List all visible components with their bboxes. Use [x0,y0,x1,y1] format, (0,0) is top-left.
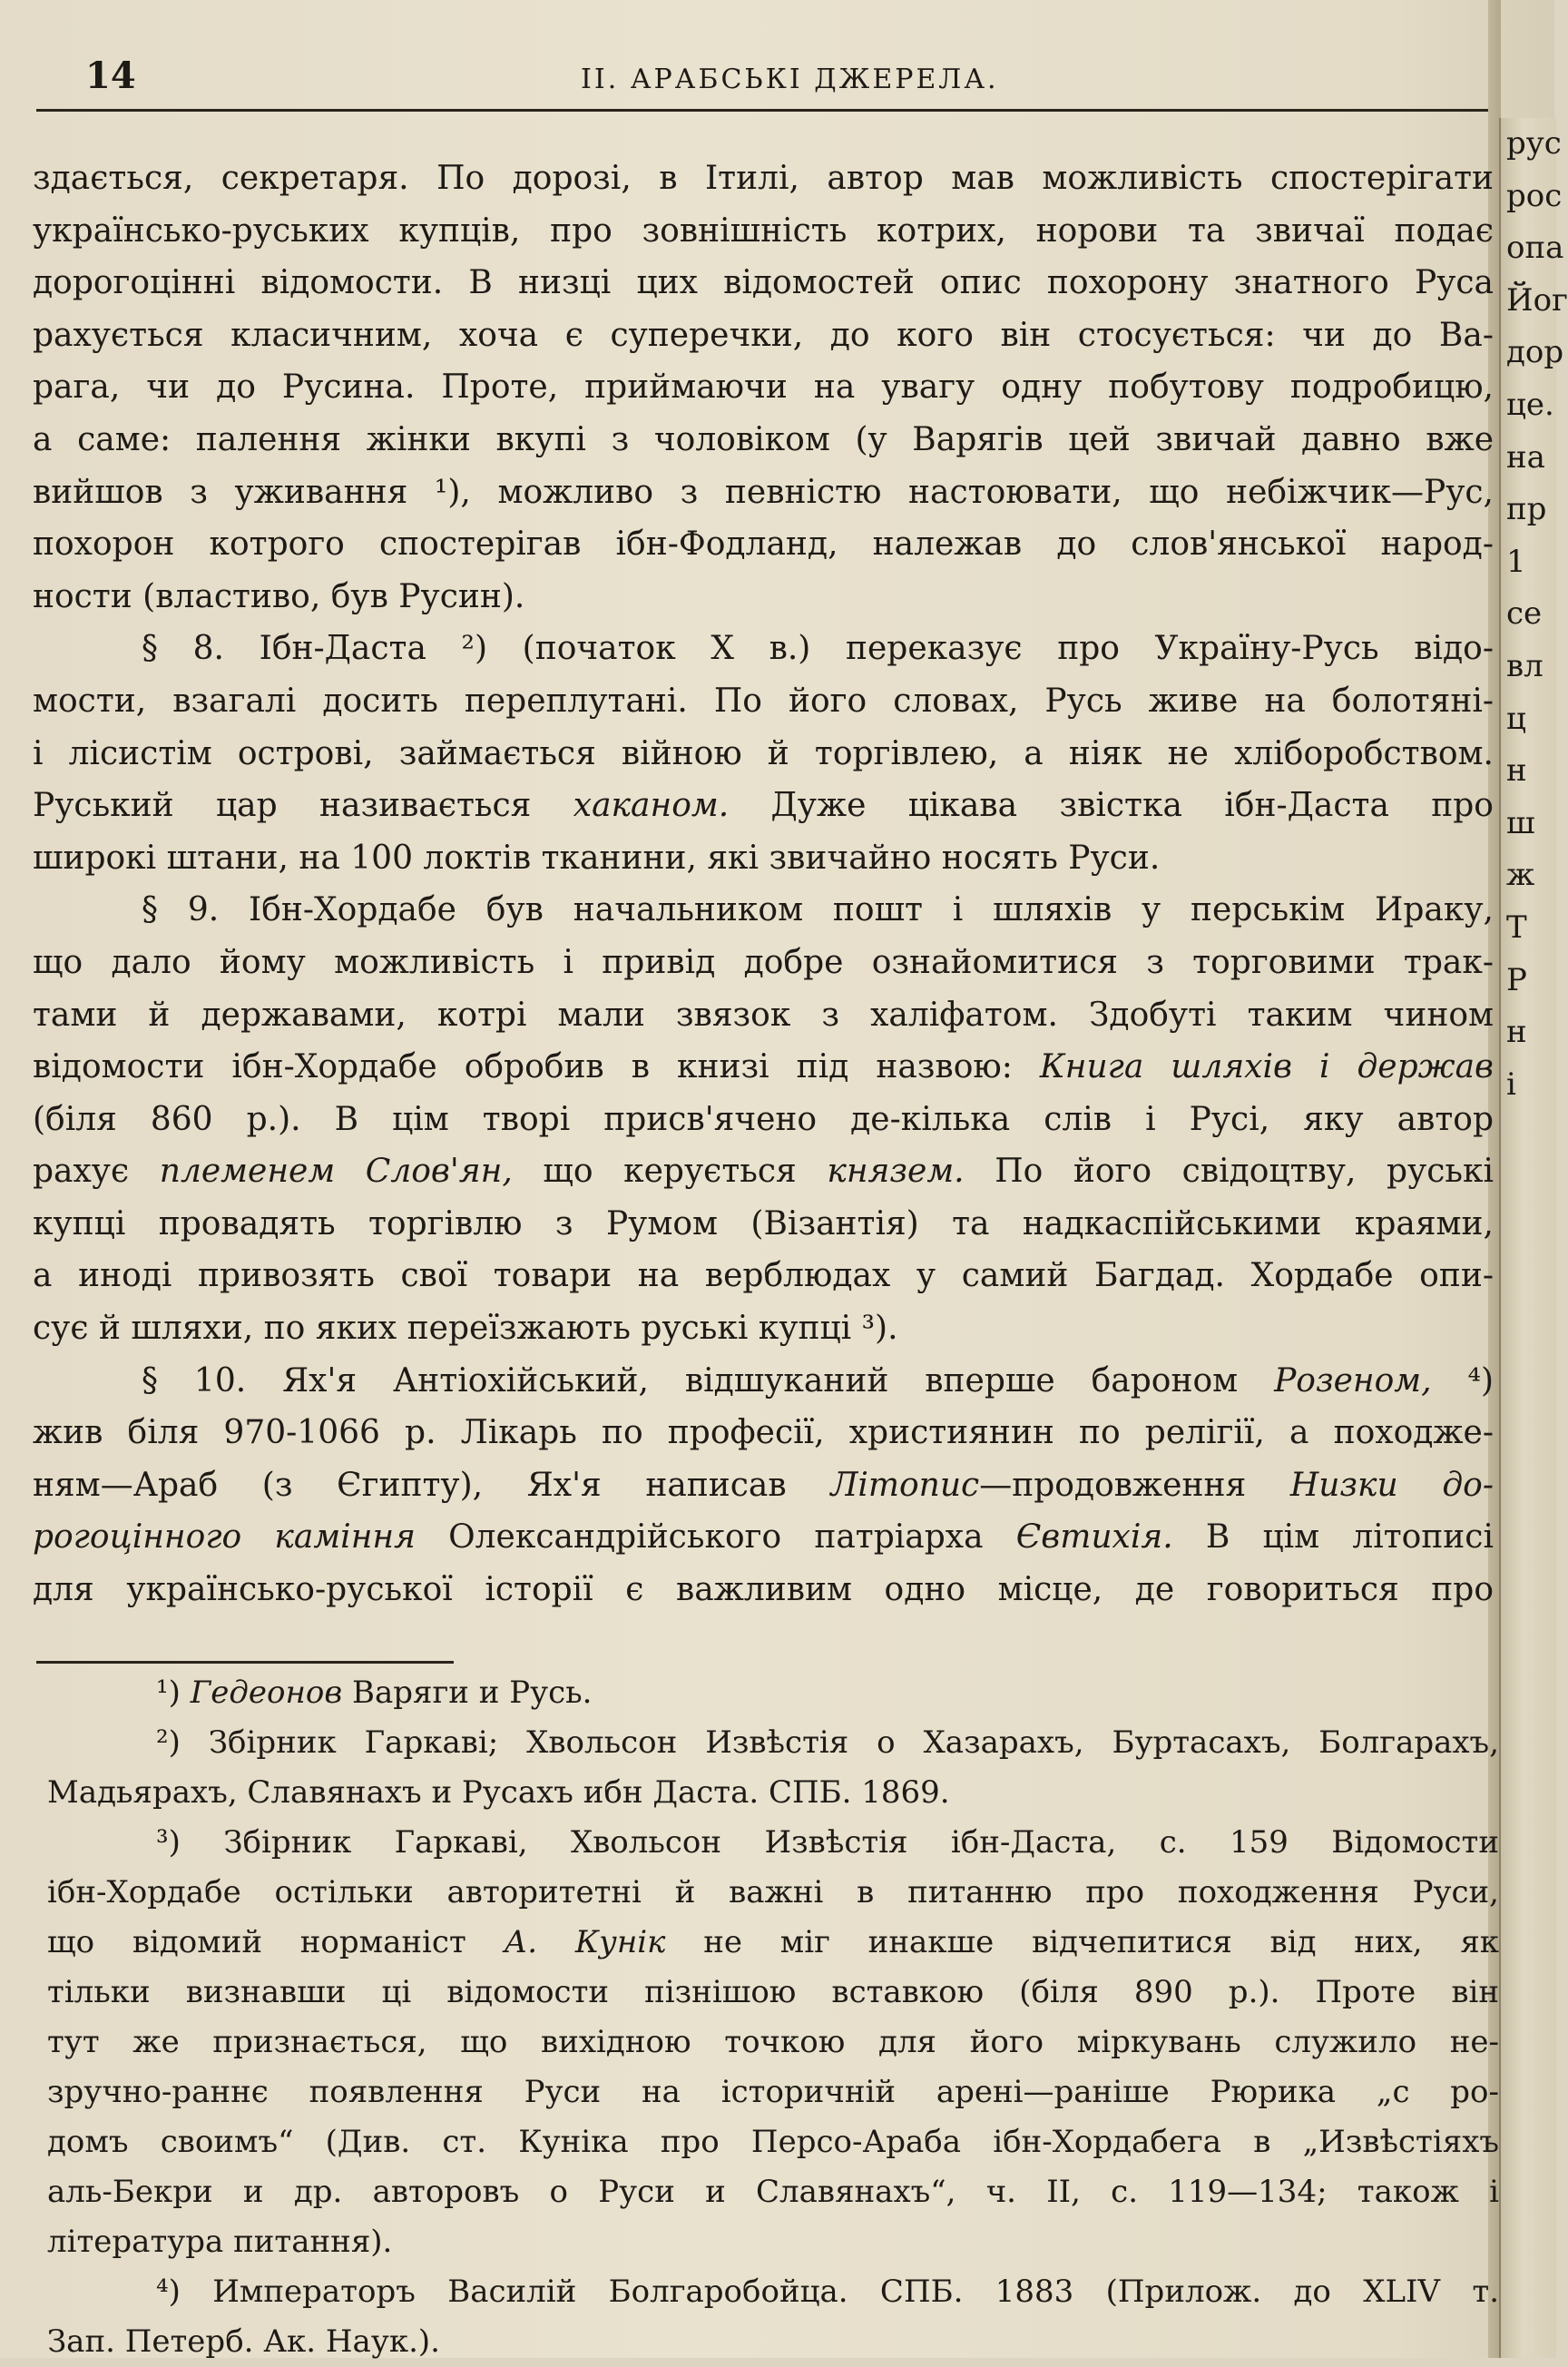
italic-term: Євтихія. [1015,1518,1173,1557]
text-line: похорон котрого спостерігав ібн-Фодланд, належав до слов'янської народ- [33,525,1494,564]
footnotes [47,1668,1499,2367]
paragraph-10-line: для українсько-руської історії є важливим одно місце, де говориться про [33,1571,1494,1609]
italic-term: рогоцінного каміння [33,1518,416,1557]
paragraph-8-line: § 8. Ібн-Даста ²) (початок X в.) переказує про Україну-Русь відо- [142,630,1494,668]
footnote-3-line: література питання). [47,2224,393,2260]
margin-fragment: вл [1506,647,1544,684]
margin-fragment: Т [1506,908,1527,946]
paragraph-10-line [33,1355,1494,1408]
running-head: II. АРАБСЬКІ ДЖЕРЕЛА. [581,64,999,95]
margin-fragment: ш [1506,804,1535,841]
text-line: здається, секретаря. По дорозі, в Ітилі, автор мав можливість спостерігати [33,160,1494,197]
text-line: вийшов з уживання ¹), можливо з певністю настоювати, що небіжчик—Рус, [33,473,1494,511]
margin-fragment: ж [1506,857,1535,894]
footnote-3-line: ібн-Хордабе остільки авторитетні й важні в питанню про походження Руси, [47,1874,1499,1910]
page-header [36,54,1488,112]
footnote-3-line: ³) Збірник Гаркаві, Хвольсон Извѣстія ібн-Даста, с. 159 Відомости [156,1824,1499,1861]
footnote-3-line: тут же признається, що вихідною точкою для його міркувань служило не- [47,2024,1499,2060]
text-fragment: § 10. Ях'я Антіохійський, відшуканий вперше бароном [142,1361,1239,1400]
margin-fragment: рус [1506,125,1562,162]
footnote-3-line: аль-Бекри и др. авторовъ о Руси и Славянахъ“, ч. II, с. 119—134; також і [47,2174,1499,2210]
paragraph-9-line: § 9. Ібн-Хордабе був начальником пошт і шляхів у перськім Ираку, [142,891,1494,929]
paragraph-9-line: сує й шляхи, по яких переїзжають руські купці ³). [33,1310,898,1348]
text-fragment: що керується [543,1153,797,1191]
margin-fragment: на [1506,438,1545,476]
main-text [33,152,1494,1616]
text-line: рахується класичним, хоча є суперечки, до кого він стосується: чи до Ва- [33,316,1494,354]
footnote-4-line: Зап. Петерб. Ак. Наук.). [47,2323,440,2360]
margin-fragment: н [1506,752,1527,790]
paragraph-10-line [33,1511,1494,1564]
margin-fragment: опа [1506,230,1564,267]
text-fragment: ням—Араб (з Єгипту), Ях'я написав [33,1466,787,1504]
paragraph-8-line: і лісистім острові, займається війною й торгівлею, а ніяк не хліборобством. [33,734,1494,772]
footnote-3-line: зручно-раннє появлення Руси на історичній арені—раніше Рюрика „с ро- [47,2074,1499,2110]
footnote-mark: ¹) [156,1675,181,1711]
paragraph-9-line: а иноді привозять свої товари на верблюдах у самий Багдад. Хордабе опи- [33,1257,1494,1295]
paragraph-9-line: що дало йому можливість і привід добре ознайомитися з торговими трак- [33,943,1494,981]
italic-term: хаканом. [573,787,730,825]
paragraph-10-line [33,1459,1494,1512]
margin-fragment: пр [1506,491,1547,528]
paragraph-9-line [33,1145,1494,1198]
italic-term: Розеном, [1274,1361,1432,1400]
text-fragment: В цім літописі [1205,1518,1494,1557]
footnote-text: Варяги и Русь. [351,1675,593,1711]
margin-fragment: 1 [1506,543,1526,580]
text-fragment: Дуже цікава звістка ібн-Даста про [770,787,1494,825]
footnote-3-line [47,1918,1499,1968]
text-fragment: —продовження [979,1466,1247,1504]
text-line: українсько-руських купців, про зовнішність котрих, норови та звичаї подає [33,211,1494,250]
margin-fragment: і [1506,1066,1516,1103]
page-number: 14 [85,54,136,97]
text-fragment: не міг инакше відчепитися від них, як [703,1924,1500,1960]
italic-term: Низки до- [1289,1466,1494,1504]
paragraph-9-line: купці провадять торгівлю з Румом (Візантія) та надкаспійськими краями, [33,1204,1494,1242]
margin-fragment: Йог [1506,281,1568,319]
text-line: а саме: палення жінки вкупі з чоловіком (у Варягів цей звичай давно вже [33,420,1494,458]
italic-term: Літопис [830,1466,980,1504]
italic-term: князем. [827,1153,965,1191]
paragraph-8-line: мости, взагалі досить переплутані. По його словах, Русь живе на болотяні- [33,682,1494,720]
book-title: Книга шляхів і держав [1039,1048,1494,1086]
margin-fragment: се [1506,595,1543,633]
footnote-ref: ⁴) [1467,1361,1494,1400]
text-fragment: що відомий норманіст [47,1924,466,1960]
footnote-author: Гедеонов [190,1675,343,1711]
adjacent-page-edge [1499,118,1568,2358]
paragraph-8-line: широкі штани, на 100 локтів тканини, які звичайно носять Руси. [33,839,1161,877]
margin-fragment: Р [1506,961,1527,998]
text-fragment: По його свідоцтву, руські [995,1153,1494,1191]
text-fragment: рахує [33,1153,130,1191]
margin-fragment: це. [1506,386,1554,423]
italic-term: племенем Слов'ян, [159,1153,513,1191]
footnote-4-line: ⁴) Императоръ Василій Болгаробойца. СПБ. 1883 (Прилож. до XLIV т. [156,2274,1499,2310]
paragraph-9-line: (біля 860 р.). В цім творі присв'ячено де-кілька слів і Русі, яку автор [33,1100,1494,1138]
footnote-1 [47,1668,1499,1718]
footnote-3-line: тільки визнавши ці відомости пізнішою вставкою (біля 890 р.). Проте він [47,1974,1499,2010]
footnote-2-line: Мадьярахъ, Славянахъ и Русахъ ибн Даста. СПБ. 1869. [47,1774,950,1811]
footnote-author: А. Кунік [504,1924,666,1960]
text-line: дорогоцінні відомости. В низці цих відомостей опис похорону знатного Руса [33,264,1494,302]
footnote-2-line: ²) Збірник Гаркаві; Хвольсон Извѣстія о Хазарахъ, Буртасахъ, Болгарахъ, [156,1724,1499,1761]
margin-fragment: дор [1506,334,1564,371]
margin-fragment: рос [1506,177,1563,214]
text-line: рага, чи до Русина. Проте, приймаючи на увагу одну побутову подробицю, [33,368,1494,407]
paragraph-10-line: жив біля 970-1066 р. Лікарь по професії, християнин по релігії, а походже- [33,1414,1494,1452]
text-fragment: відомости ібн-Хордабе обробив в книзі під назвою: [33,1048,1013,1086]
margin-fragment: ц [1506,700,1526,737]
text-line: ности (властиво, був Русин). [33,577,525,615]
paragraph-9-line [33,1041,1494,1094]
paragraph-8-line [33,780,1494,832]
paragraph-9-line: тами й державами, котрі мали звязок з халіфатом. Здобуті таким чином [33,996,1494,1034]
footnote-divider [36,1661,454,1664]
text-fragment: Руський цар називається [33,787,532,825]
margin-fragment: н [1506,1014,1527,1051]
footnote-3-line: домъ своимъ“ (Див. ст. Куніка про Персо-Араба ібн-Хордабега в „Извѣстіяхъ [47,2124,1499,2160]
text-fragment: Олександрійського патріарха [448,1518,984,1557]
